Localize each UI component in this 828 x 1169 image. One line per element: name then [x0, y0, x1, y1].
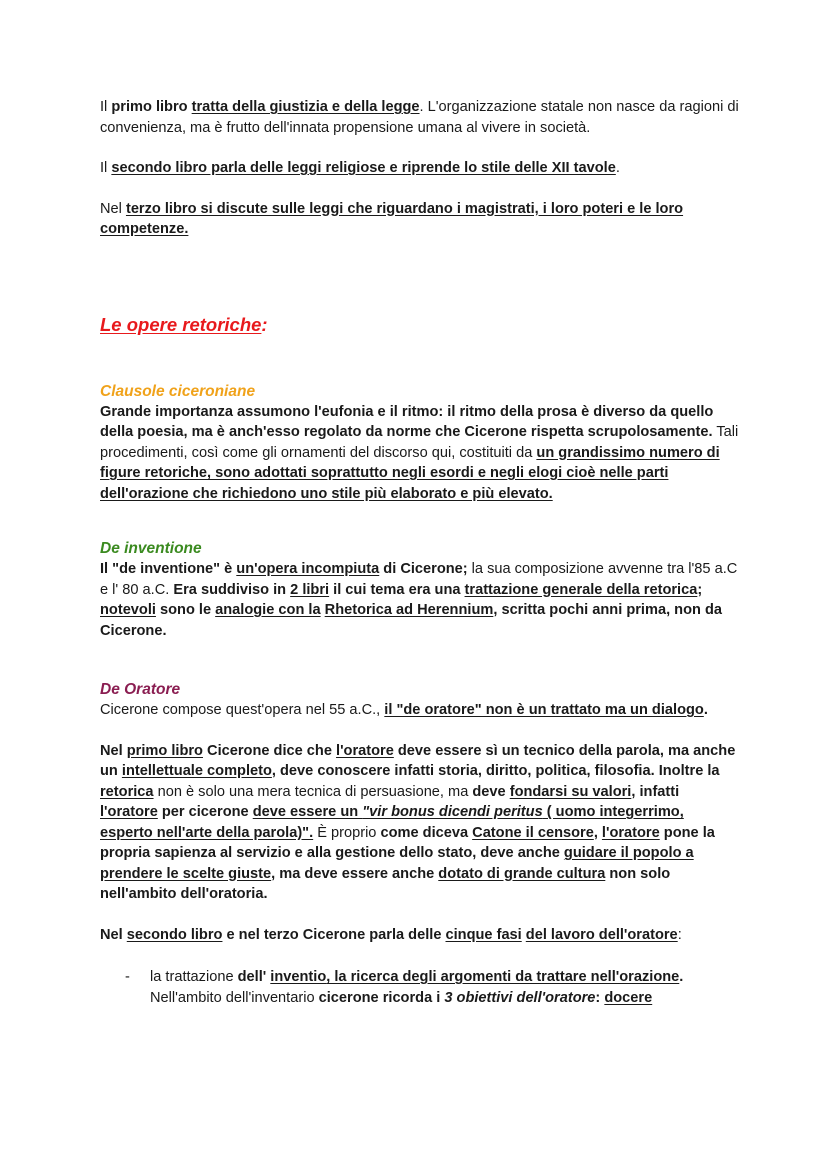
bold-text: , deve conoscere infatti storia, diritto, politica, filosofia. Inoltre la — [271, 763, 720, 779]
bold-underlined-text — [446, 927, 522, 943]
bold-text: il cui tema era una — [329, 581, 465, 598]
underlined-text: dotato di grande cultura — [438, 865, 606, 882]
bold-text: Nel — [100, 926, 127, 943]
text-run: : — [677, 926, 682, 943]
underlined-text: terzo libro si discute sulle leggi che riguardano i magistrati, i loro poteri e le loro competenze. — [100, 200, 684, 237]
list-bullet: - — [125, 969, 130, 985]
bold-underlined-text — [602, 825, 660, 841]
heading-de-inventione: De inventione — [100, 540, 202, 557]
underlined-text: cinque fasi — [445, 926, 522, 943]
underlined-text: ( uomo integerrimo, esperto nell'arte della parola)". — [100, 804, 684, 841]
bold-underlined-text — [325, 602, 494, 618]
bold-text: Cicerone dice che — [202, 742, 337, 759]
paragraph-clausole — [100, 402, 740, 505]
text-run: non è solo una mera tecnica di persuasione, ma — [153, 783, 473, 800]
bold-text: deve — [472, 783, 510, 800]
bold-underlined-text — [510, 784, 632, 800]
bold-text: . — [703, 702, 708, 718]
text-run: Nel — [100, 200, 126, 217]
underlined-text: un grandissimo numero di figure retoriche, sono adottati soprattutto negli esordi e negli elogi cioè nelle parti dell'orazione che richiedono uno stile più elaborato e più elevato. — [100, 444, 720, 502]
underlined-text: inventio — [270, 969, 327, 985]
spacer — [100, 945, 740, 967]
bold-underlined-text — [270, 969, 326, 985]
underlined-text: primo libro — [126, 742, 203, 759]
bold-text: Nel — [100, 742, 127, 759]
italic-text: 3 obiettivi dell'oratore — [444, 989, 596, 1006]
spacer — [100, 179, 740, 199]
underlined-text: del lavoro dell'oratore — [525, 926, 678, 943]
spacer — [100, 721, 740, 741]
paragraph-secondo-libro-oratore — [100, 925, 740, 946]
bold-underlined-text — [100, 201, 683, 238]
underlined-text: 2 libri — [290, 581, 330, 598]
underlined-text: Rhetorica ad Herennium — [324, 602, 494, 618]
paragraph-de-oratore-intro — [100, 700, 740, 721]
bold-text: e nel terzo Cicerone parla delle — [222, 926, 446, 943]
text-run: la trattazione — [150, 969, 238, 985]
underlined-text: tratta della giustizia e della legge — [191, 99, 420, 115]
list-item-inventio — [100, 967, 740, 1008]
document-page — [100, 97, 740, 1008]
paragraph-secondo-libro — [100, 158, 740, 179]
underlined-text: un'opera incompiuta — [236, 561, 380, 577]
bold-text: : — [595, 989, 605, 1006]
bold-text: primo libro — [111, 99, 188, 115]
bold-underlined-text — [100, 602, 156, 618]
underlined-text: secondo libro — [126, 926, 223, 943]
bold-underlined-text — [465, 582, 698, 598]
underlined-text: docere — [604, 989, 653, 1006]
underlined-text: il "de oratore" non è un trattato ma un dialogo — [384, 702, 704, 718]
text-run: . — [615, 160, 620, 176]
text-run: . L'organizzazione statale non nasce da ragioni di convenienza, ma è frutto dell'innata propensione umana al vivere in società. — [100, 99, 739, 136]
bold-text: sono le — [155, 602, 216, 618]
underlined-text: retorica — [100, 783, 154, 800]
bold-text: di Cicerone; — [379, 561, 468, 577]
heading-opere-retoriche — [100, 313, 740, 337]
bold-text: non solo nell'ambito dell'oratoria. — [100, 865, 671, 902]
bold-underlined-text — [526, 927, 678, 943]
bold-underlined-text — [236, 561, 379, 577]
underlined-text: trattazione generale della retorica — [464, 581, 698, 598]
bold-text: . — [679, 969, 684, 985]
bold-text: , infatti — [631, 783, 680, 800]
underlined-text: fondarsi su valori — [509, 783, 632, 800]
text-run: Il — [100, 160, 112, 176]
bold-text: , ma deve essere anche — [271, 865, 439, 882]
bold-text: come diceva — [380, 824, 473, 841]
text-run: Tali procedimenti, così come gli ornamenti del discorso qui, costituiti da — [100, 424, 739, 461]
heading-de-oratore: De Oratore — [100, 681, 181, 698]
heading-colon: : — [261, 313, 268, 335]
text-run: Nell'ambito dell'inventario — [150, 989, 319, 1006]
bold-underlined-text — [100, 804, 158, 820]
spacer — [100, 905, 740, 925]
underlined-text: secondo libro parla delle leggi religiose e riprende lo stile delle XII tavole — [111, 160, 616, 176]
heading-clausole-ciceroniane: Clausole ciceroniane — [100, 382, 256, 400]
bold-underlined-italic-text — [362, 804, 542, 820]
paragraph-primo-libro-oratore — [100, 741, 740, 905]
bold-underlined-text — [127, 927, 223, 943]
bold-underlined-text — [127, 743, 203, 759]
bold-underlined-text — [100, 784, 154, 800]
bold-underlined-text — [438, 866, 605, 882]
underlined-text: analogie con la — [215, 602, 321, 618]
italic-text: "vir bonus dicendi peritus — [362, 804, 543, 820]
bold-text: deve essere sì un tecnico della parola, ma anche un — [100, 742, 736, 779]
bold-text: Grande importanza assumono l'eufonia e il ritmo: il ritmo della prosa è diverso da quello della poesia, ma è anch'esso regolato da norme che Cicerone rispetta scrupolosamente. — [100, 403, 714, 440]
bold-underlined-text — [384, 702, 704, 718]
bold-text: cicerone ricorda i — [318, 989, 445, 1006]
bold-underlined-text — [326, 969, 679, 985]
text-run: Il — [100, 99, 112, 115]
bold-underlined-text — [336, 743, 394, 759]
underlined-text: l'oratore — [336, 742, 394, 759]
bold-text: , scritta pochi anni prima, non da Cicerone. — [100, 602, 723, 639]
text-run: la sua composizione avvenne tra l'85 a.C e l' 80 a.C. — [100, 561, 738, 598]
bold-underlined-text — [111, 160, 615, 176]
paragraph-de-inventione — [100, 559, 740, 641]
text-run: Cicerone compose quest'opera nel 55 a.C., — [100, 702, 385, 718]
bold-underlined-text — [192, 99, 420, 115]
bold-underlined-text — [253, 804, 363, 820]
underlined-text: deve essere un — [252, 804, 363, 820]
underlined-text: , la ricerca degli argomenti da trattare nell'orazione — [326, 969, 680, 985]
paragraph-primo-libro — [100, 97, 740, 138]
bold-text: Era suddiviso in — [173, 581, 291, 598]
underlined-text: l'oratore — [100, 804, 158, 820]
bold-text: ; — [697, 581, 703, 598]
bold-underlined-text — [215, 602, 320, 618]
bold-text: dell' — [237, 969, 271, 985]
bold-underlined-text — [472, 825, 594, 841]
underlined-text: l'oratore — [601, 824, 660, 841]
paragraph-terzo-libro — [100, 199, 740, 240]
underlined-text: guidare il popolo a prendere le scelte giuste — [100, 845, 694, 882]
underlined-text — [362, 804, 542, 820]
text-run: È proprio — [313, 824, 381, 841]
bold-underlined-text — [290, 582, 329, 598]
bold-text: , — [593, 824, 602, 841]
bold-italic-text — [444, 990, 595, 1006]
underlined-text: notevoli — [100, 602, 156, 618]
bold-text: per cicerone — [157, 804, 253, 820]
bold-underlined-text — [122, 763, 272, 779]
spacer — [100, 138, 740, 158]
underlined-text: Catone il censore — [472, 824, 594, 841]
bold-text: Il "de inventione" è — [100, 561, 237, 577]
heading-text: Le opere retoriche — [100, 313, 262, 335]
bold-underlined-text — [604, 990, 652, 1006]
underlined-text: intellettuale completo — [121, 763, 272, 779]
bold-text: pone la propria sapienza al servizio e alla gestione dello stato, deve anche — [100, 824, 715, 861]
